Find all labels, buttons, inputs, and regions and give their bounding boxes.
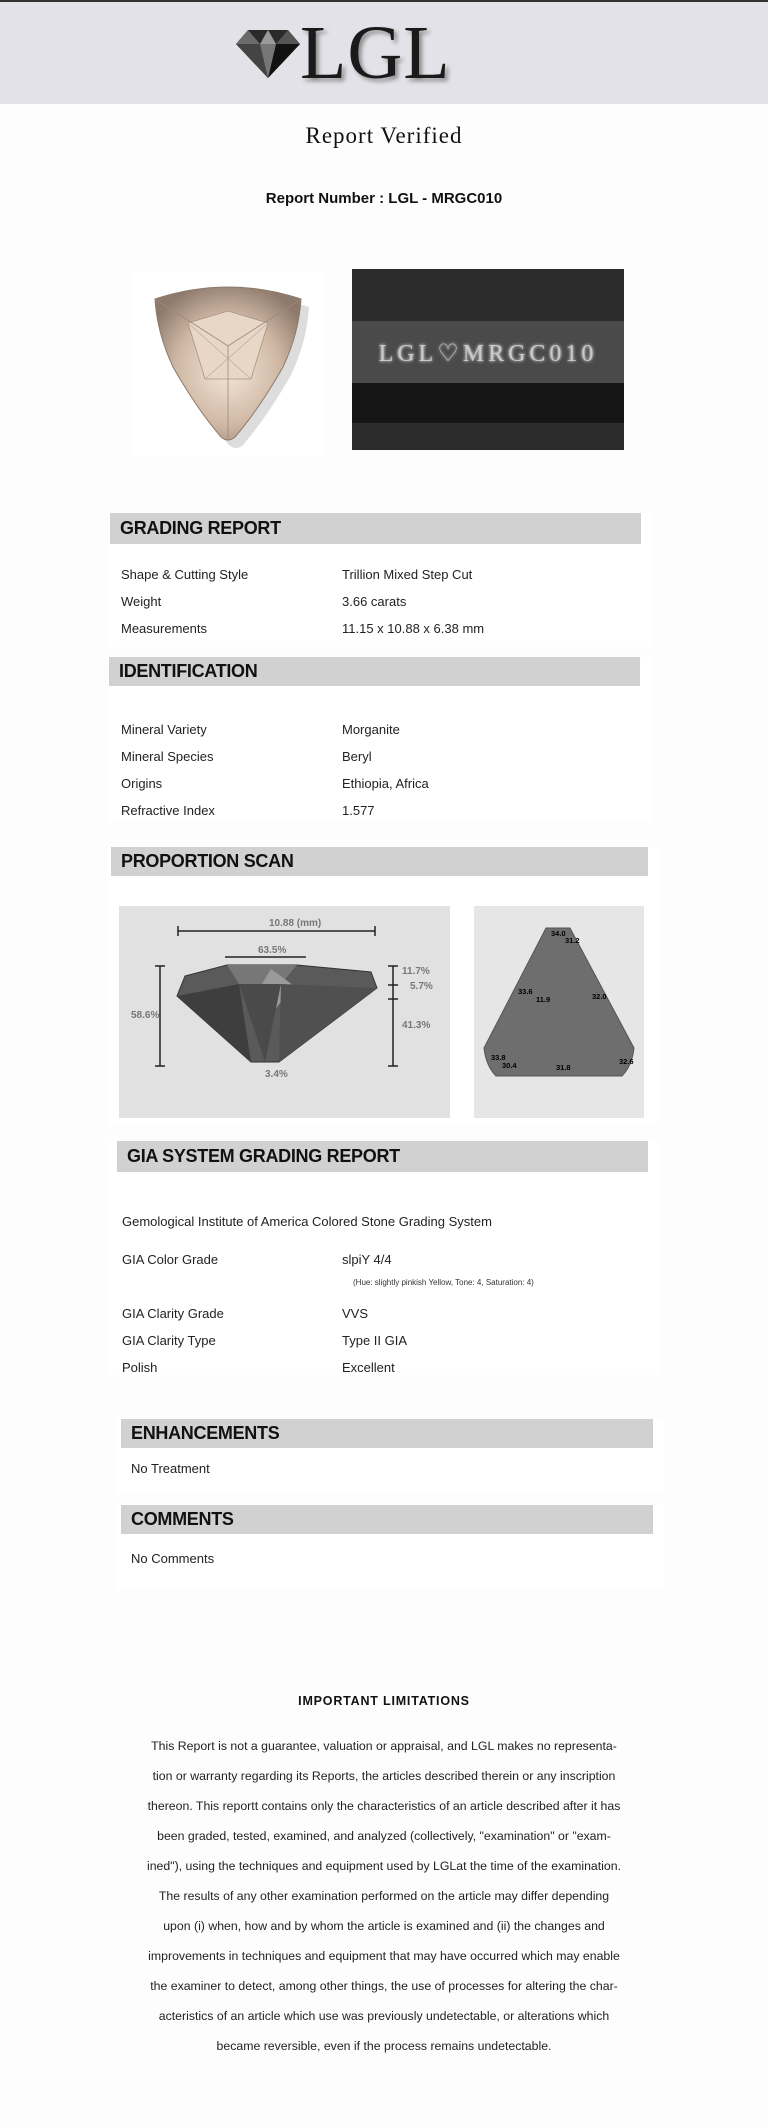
row-label: Polish: [122, 1360, 158, 1375]
top-view-value: 30.4: [502, 1061, 517, 1070]
limitations-line: ined"), using the techniques and equipment used by LGLat the time of the examination.: [146, 1859, 621, 1873]
limitations-line: The results of any other examination performed on the article may differ depending: [158, 1889, 610, 1903]
row-label: Weight: [121, 594, 162, 609]
logo-text: LGL: [300, 11, 451, 95]
proportion-scan-heading: PROPORTION SCAN: [111, 847, 648, 876]
row-value: Morganite: [342, 722, 400, 737]
row-label: GIA Color Grade: [122, 1252, 219, 1267]
row-label: Mineral Species: [121, 749, 214, 764]
proportion-profile-diagram: [119, 906, 450, 1118]
row-value: 11.15 x 10.88 x 6.38 mm: [342, 621, 485, 636]
inscription-text: LGL♡MRGC010: [378, 341, 598, 367]
row-value: Trillion Mixed Step Cut: [342, 567, 473, 582]
top-view-value: 31.2: [565, 936, 580, 945]
limitations-line: This Report is not a guarantee, valuation or appraisal, and LGL makes no representa-: [151, 1739, 617, 1753]
row-value: Beryl: [342, 749, 372, 764]
pavilion-percent: 41.3%: [402, 1020, 431, 1031]
top-view-value: 32.6: [619, 1057, 634, 1066]
row-label: Shape & Cutting Style: [121, 567, 249, 582]
header-banner: [0, 2, 768, 104]
limitations-line: the examiner to detect, among other things, the use of processes for altering the char-: [150, 1979, 618, 1993]
row-value: VVS: [342, 1306, 369, 1321]
row-label: Measurements: [121, 621, 207, 636]
width-label: 10.88 (mm): [269, 918, 322, 929]
depth-percent: 58.6%: [131, 1010, 160, 1021]
crown-percent: 11.7%: [402, 966, 430, 977]
limitations-line: been graded, tested, examined, and analyzed (collectively, "examination" or "exam-: [157, 1829, 611, 1843]
top-view-value: 34.0: [551, 929, 566, 938]
identification-heading: IDENTIFICATION: [109, 657, 640, 686]
row-label: GIA Clarity Grade: [122, 1306, 224, 1321]
limitations-line: upon (i) when, how and by whom the article is examined and (ii) the changes and: [163, 1919, 605, 1933]
top-view-value: 33.6: [518, 987, 533, 996]
gia-system-text: Gemological Institute of America Colored Stone Grading System: [122, 1214, 492, 1229]
limitations-line: became reversible, even if the process remains undetectable.: [216, 2039, 552, 2053]
laser-inscription-image: [352, 269, 624, 450]
limitations-line: tion or warranty regarding its Reports, the articles described therein or any inscription: [152, 1769, 616, 1783]
limitations-title: IMPORTANT LIMITATIONS: [298, 1694, 470, 1708]
color-grade-note: (Hue: slightly pinkish Yellow, Tone: 4, Saturation: 4): [353, 1278, 534, 1287]
top-view-value: 11.9: [536, 995, 551, 1004]
gemstone-image: [133, 271, 323, 457]
limitations-line: thereon. This reportt contains only the characteristics of an article described after it has: [147, 1799, 621, 1813]
row-value: Ethiopia, Africa: [342, 776, 429, 791]
diamond-icon: [234, 28, 302, 80]
grading-report-heading: GRADING REPORT: [110, 513, 641, 544]
enhancements-text: No Treatment: [131, 1461, 210, 1476]
limitations-line: improvements in techniques and equipment that may have occurred which may enable: [148, 1949, 620, 1963]
top-view-value: 31.8: [556, 1063, 571, 1072]
top-view-value: 33.8: [491, 1053, 506, 1062]
gia-grading-heading: GIA SYSTEM GRADING REPORT: [117, 1141, 648, 1172]
row-value: 1.577: [342, 803, 375, 818]
row-value: 3.66 carats: [342, 594, 407, 609]
row-label: GIA Clarity Type: [122, 1333, 216, 1348]
table-percent: 63.5%: [258, 945, 287, 956]
page-title: Report Verified: [305, 123, 463, 148]
top-view-value: 32.0: [592, 992, 607, 1001]
report-number: Report Number : LGL - MRGC010: [265, 190, 503, 207]
row-label: Mineral Variety: [121, 722, 207, 737]
row-value: Excellent: [342, 1360, 395, 1375]
row-value: slpiY 4/4: [342, 1252, 392, 1267]
limitations-line: acteristics of an article which use was previously undetectable, or alterations which: [158, 2009, 610, 2023]
girdle-percent: 5.7%: [410, 981, 433, 992]
row-value: Type II GIA: [342, 1333, 408, 1348]
comments-heading: COMMENTS: [121, 1505, 653, 1534]
comments-text: No Comments: [131, 1551, 215, 1566]
proportion-top-view-diagram: [474, 906, 644, 1118]
row-label: Refractive Index: [121, 803, 215, 818]
culet-percent: 3.4%: [265, 1069, 288, 1080]
lgl-logo[interactable]: [232, 12, 492, 94]
enhancements-heading: ENHANCEMENTS: [121, 1419, 653, 1448]
row-label: Origins: [121, 776, 163, 791]
